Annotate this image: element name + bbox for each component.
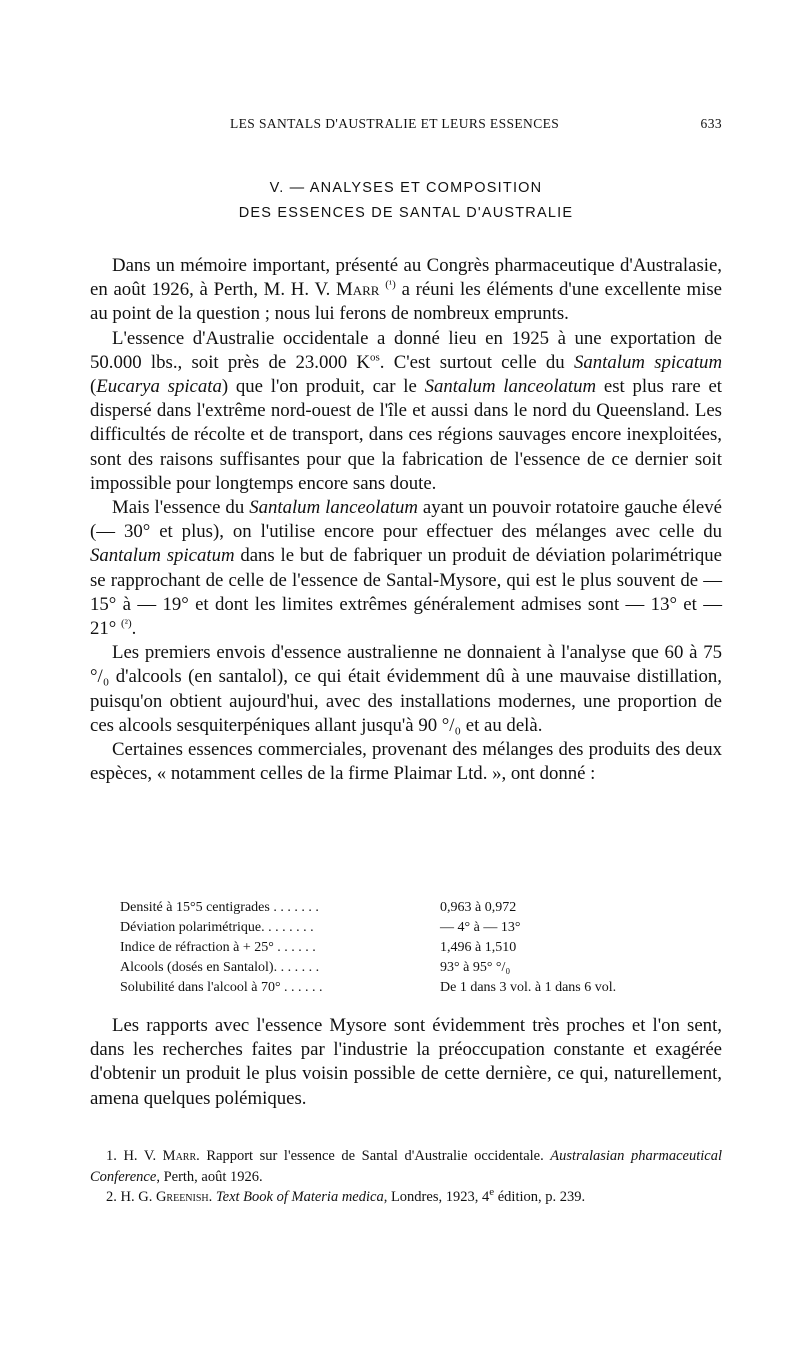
body-text bbox=[90, 254, 722, 786]
closing-text bbox=[90, 1014, 722, 1111]
paragraph-4: Les premiers envois d'essence australienne ne donnaient à l'analyse que 60 à 75 °/₀ d'alcools (en santalol), ce qui était évidemment dû à une mauvaise distillation, puisqu'on obtient aujourd'hui, avec des installations modernes, une proportion de ces alcools sesquiterpéniques allant jusqu'à 90 °/₀ et au delà. bbox=[90, 642, 722, 736]
footnote-2 bbox=[90, 1187, 722, 1208]
property-value: 93° à 95° °/₀ bbox=[440, 960, 511, 975]
text-run: , Londres, 1923, 4 bbox=[383, 1189, 490, 1205]
property-label: Alcools (dosés en Santalol). . . . . . . bbox=[120, 960, 320, 975]
text-run: Mais l'essence du bbox=[112, 497, 250, 519]
text-run: ) que l'on produit, car le bbox=[221, 376, 425, 398]
property-label: Solubilité dans l'alcool à 70° . . . . . . bbox=[120, 980, 323, 995]
paragraph-2 bbox=[90, 327, 722, 496]
page-number: 633 bbox=[700, 116, 722, 131]
species-name: Santalum spicatum bbox=[573, 351, 723, 373]
table-row bbox=[120, 938, 720, 958]
section-title-line-1: V. — ANALYSES ET COMPOSITION bbox=[269, 180, 543, 196]
publication-title: Text Book of Materia medica bbox=[215, 1189, 384, 1205]
text-run: L'essence d'Australie occidentale a donné lieu en 1925 à une exportation de 50.000 lbs., soit près de 23.000 K bbox=[90, 327, 722, 373]
property-label: Densité à 15°5 centigrades . . . . . . . bbox=[120, 900, 319, 915]
property-label: Déviation polarimétrique. . . . . . . . bbox=[120, 920, 314, 935]
text-run: dans le but de fabriquer un produit de déviation polarimétrique se rapprochant de celle de l'essence de Santal-Mysore, qui est le plus souvent de — 15° à — 19° et dont les limites extrêmes généralement admises sont — 13° et — 21° bbox=[90, 545, 722, 640]
species-name: Santalum spicatum bbox=[90, 545, 235, 567]
footnote-ref: (¹) bbox=[385, 278, 396, 291]
species-name: Santalum lanceolatum bbox=[249, 497, 418, 519]
running-header bbox=[90, 116, 722, 136]
section-title-line-2: DES ESSENCES DE SANTAL D'AUSTRALIE bbox=[238, 205, 574, 221]
species-name: Santalum lanceolatum bbox=[424, 376, 597, 398]
publication-title: Australasian pharmaceutical Conference bbox=[90, 1148, 722, 1185]
text-run: ( bbox=[90, 376, 97, 398]
section-title bbox=[90, 176, 722, 226]
author-name: Greenish bbox=[155, 1189, 209, 1205]
table-row bbox=[120, 918, 720, 938]
text-run: . Rapport sur l'essence de Santal d'Australie occidentale. bbox=[196, 1148, 551, 1164]
property-label: Indice de réfraction à + 25° . . . . . . bbox=[120, 940, 316, 955]
footnote-number: 1. H. V. bbox=[106, 1148, 163, 1164]
text-run: est plus rare et dispersé dans l'extrême nord-ouest de l'île et aussi dans le nord du Queensland. Les difficultés de récolte et de transport, dans ces régions sauvages encore inexploitées, sont des raisons suffisantes pour que la fabrication de l'essence de ce dernier soit impossible pour longtemps encore sans doute. bbox=[90, 376, 722, 494]
text-run: . C'est surtout celle du bbox=[379, 351, 574, 373]
properties-table bbox=[120, 898, 720, 998]
text-run: . bbox=[208, 1189, 216, 1205]
text-run: a réuni les éléments d'une excellente mise au point de la question ; nous lui ferons de nombreux emprunts. bbox=[90, 279, 722, 325]
text-run: . bbox=[131, 618, 137, 640]
author-name: Marr bbox=[162, 1148, 197, 1164]
table-row bbox=[120, 958, 720, 978]
property-value: De 1 dans 3 vol. à 1 dans 6 vol. bbox=[440, 980, 617, 995]
footnotes bbox=[90, 1146, 722, 1208]
property-value: 1,496 à 1,510 bbox=[440, 940, 517, 955]
text-run: , Perth, août 1926. bbox=[156, 1168, 263, 1185]
superscript: e bbox=[489, 1186, 495, 1199]
property-value: 0,963 à 0,972 bbox=[440, 900, 517, 915]
footnote-1 bbox=[90, 1146, 722, 1187]
footnote-number: 2. H. G. bbox=[106, 1189, 156, 1205]
text-run: ayant un pouvoir rotatoire gauche élevé (— 30° et plus), on l'utilise encore pour effectuer des mélanges avec celle du bbox=[90, 497, 723, 543]
table-row bbox=[120, 978, 720, 998]
text-run: Dans un mémoire important, présenté au Congrès pharmaceutique d'Australasie, en août 1926, à Perth, M. H. V. bbox=[90, 255, 722, 301]
paragraph-6: Les rapports avec l'essence Mysore sont évidemment très proches et l'on sent, dans les recherches faites par l'industrie la préoccupation constante et exagérée d'obtenir un produit le plus voisin possible de cette dernière, ce qui, naturellement, amena quelques polémiques. bbox=[90, 1015, 722, 1109]
superscript: os bbox=[369, 351, 380, 364]
author-name: Marr bbox=[336, 279, 380, 301]
table-row bbox=[120, 898, 720, 918]
running-title: LES SANTALS D'AUSTRALIE ET LEURS ESSENCES bbox=[230, 116, 560, 131]
paragraph-1 bbox=[90, 254, 722, 327]
footnote-ref: (²) bbox=[121, 617, 132, 630]
property-value: — 4° à — 13° bbox=[440, 920, 521, 935]
species-name: Eucarya spicata bbox=[96, 376, 222, 398]
paragraph-3 bbox=[90, 496, 722, 641]
text-run: édition, p. 239. bbox=[494, 1189, 586, 1205]
paragraph-5: Certaines essences commerciales, provenant des mélanges des produits des deux espèces, « notamment celles de la firme Plaimar Ltd. », ont donné : bbox=[90, 739, 722, 785]
